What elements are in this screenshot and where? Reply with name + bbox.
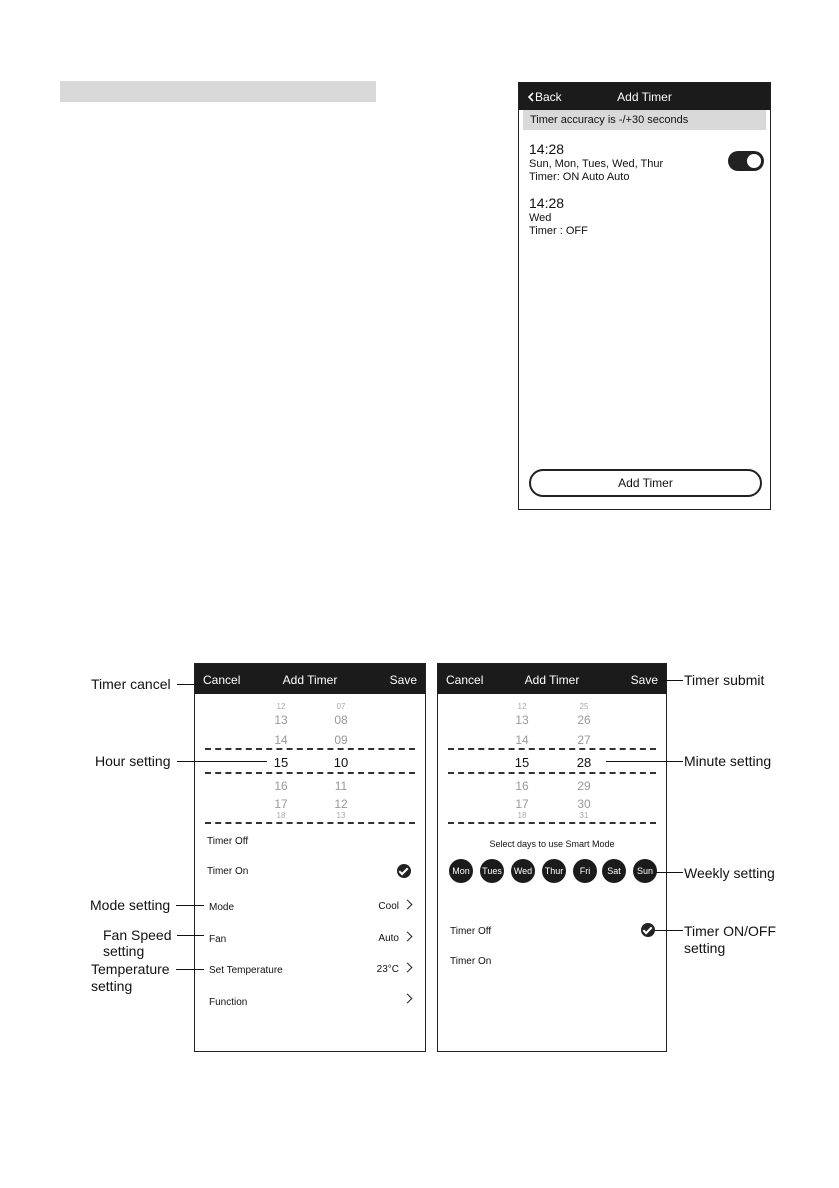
screen-title: Add Timer xyxy=(524,673,580,687)
function-label: Function xyxy=(209,997,248,1008)
select-days-hint: Select days to use Smart Mode xyxy=(489,839,615,849)
hour-option: 12 xyxy=(517,702,527,711)
minute-option: 25 xyxy=(579,702,589,711)
minute-option: 13 xyxy=(336,811,346,820)
chevron-right-icon xyxy=(403,932,413,942)
picker-divider xyxy=(448,822,656,824)
hour-option: 13 xyxy=(515,713,529,727)
day-tues[interactable]: Tues xyxy=(480,859,504,883)
minute-option: 12 xyxy=(334,797,348,811)
day-wed[interactable]: Wed xyxy=(511,859,535,883)
save-button[interactable]: Save xyxy=(630,673,658,687)
callout-timer-onoff: Timer ON/OFF xyxy=(684,923,777,939)
hour-option: 17 xyxy=(274,797,288,811)
leader-line xyxy=(606,761,683,762)
callout-fan-speed: Fan Speed xyxy=(103,927,172,943)
hour-option: 12 xyxy=(276,702,286,711)
minute-option: 29 xyxy=(577,779,591,793)
timer-on-option[interactable]: Timer On xyxy=(207,866,249,877)
day-sat[interactable]: Sat xyxy=(602,859,626,883)
hour-option: 18 xyxy=(517,811,527,820)
back-label: Back xyxy=(535,90,562,104)
leader-line xyxy=(177,761,267,762)
selection-divider xyxy=(448,772,656,774)
add-timer-screen-mode xyxy=(194,663,426,1052)
add-timer-screen-weekly xyxy=(437,663,667,1052)
top-bar xyxy=(519,83,770,110)
hour-option: 13 xyxy=(274,713,288,727)
callout-hour-setting: Hour setting xyxy=(95,753,171,769)
leader-line xyxy=(176,905,204,906)
mode-label: Mode xyxy=(209,902,235,913)
hour-option: 16 xyxy=(515,779,529,793)
minute-option: 30 xyxy=(577,797,591,811)
cancel-button[interactable]: Cancel xyxy=(203,673,241,687)
timer-status: Timer : OFF xyxy=(529,225,588,237)
minute-option: 11 xyxy=(334,779,348,793)
callout-temperature: Temperature xyxy=(91,961,170,977)
selection-divider xyxy=(448,748,656,750)
timer-status: Timer: ON Auto Auto xyxy=(529,171,630,183)
selection-divider xyxy=(205,772,415,774)
leader-line xyxy=(177,935,204,936)
day-fri[interactable]: Fri xyxy=(573,859,597,883)
chevron-right-icon xyxy=(403,900,413,910)
day-sun[interactable]: Sun xyxy=(633,859,657,883)
callout-temperature-sub: setting xyxy=(91,978,133,994)
timer-off-option[interactable]: Timer Off xyxy=(207,836,249,847)
top-bar xyxy=(438,664,666,694)
fan-value: Auto xyxy=(378,933,399,944)
fan-label: Fan xyxy=(209,934,227,945)
hour-option: 18 xyxy=(276,811,286,820)
timer-time: 14:28 xyxy=(529,141,565,157)
callout-fan-speed-sub: setting xyxy=(103,943,145,959)
top-bar xyxy=(195,664,425,694)
timer-off-option[interactable]: Timer Off xyxy=(450,926,492,937)
minute-option: 31 xyxy=(579,811,589,820)
hour-option: 16 xyxy=(274,779,288,793)
leader-line xyxy=(655,930,683,931)
leader-line xyxy=(176,969,204,970)
callout-timer-cancel: Timer cancel xyxy=(91,676,171,692)
toggle-knob xyxy=(747,154,761,168)
minute-selected: 10 xyxy=(333,755,349,770)
hour-option: 14 xyxy=(515,733,529,747)
minute-option: 08 xyxy=(334,713,348,727)
callout-weekly-setting: Weekly setting xyxy=(684,865,775,881)
timer-time: 14:28 xyxy=(529,195,565,211)
section-header-bar xyxy=(60,81,376,102)
picker-divider xyxy=(205,822,415,824)
chevron-right-icon xyxy=(403,994,413,1004)
callout-minute-setting: Minute setting xyxy=(684,753,772,769)
minute-option: 09 xyxy=(334,733,348,747)
hour-selected: 15 xyxy=(273,755,289,770)
temperature-value: 23°C xyxy=(376,964,399,975)
day-mon[interactable]: Mon xyxy=(449,859,473,883)
timer-days: Wed xyxy=(529,212,552,224)
temperature-label: Set Temperature xyxy=(209,965,283,976)
cancel-button[interactable]: Cancel xyxy=(446,673,484,687)
minute-option: 26 xyxy=(577,713,591,727)
screen-title: Add Timer xyxy=(617,90,672,104)
accuracy-notice: Timer accuracy is -/+30 seconds xyxy=(523,110,766,130)
selection-divider xyxy=(205,748,415,750)
leader-line xyxy=(655,872,683,873)
callout-timer-submit: Timer submit xyxy=(684,672,765,688)
chevron-right-icon xyxy=(403,963,413,973)
hour-option: 17 xyxy=(515,797,529,811)
add-timer-button[interactable]: Add Timer xyxy=(529,469,762,497)
save-button[interactable]: Save xyxy=(389,673,417,687)
minute-option: 07 xyxy=(336,702,346,711)
timer-days: Sun, Mon, Tues, Wed, Thur xyxy=(529,158,664,170)
callout-timer-onoff-sub: setting xyxy=(684,940,726,956)
minute-selected: 28 xyxy=(576,755,592,770)
hour-selected: 15 xyxy=(514,755,530,770)
screen-title: Add Timer xyxy=(282,673,338,687)
check-icon xyxy=(397,864,411,878)
callout-mode-setting: Mode setting xyxy=(90,897,171,913)
timer-list-screen xyxy=(518,82,771,510)
timer-on-option[interactable]: Timer On xyxy=(450,956,492,967)
timer-enable-toggle[interactable] xyxy=(728,151,764,171)
leader-line xyxy=(661,680,683,681)
leader-line xyxy=(177,684,203,685)
day-thur[interactable]: Thur xyxy=(542,859,566,883)
hour-option: 14 xyxy=(274,733,288,747)
mode-value: Cool xyxy=(378,901,399,912)
minute-option: 27 xyxy=(577,733,591,747)
check-icon xyxy=(641,923,655,937)
